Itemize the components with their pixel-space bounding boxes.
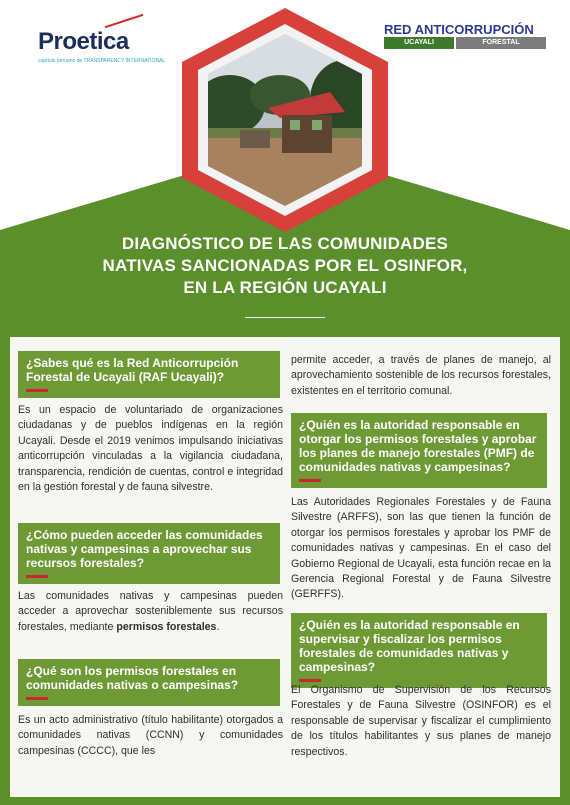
question-permisos bbox=[18, 659, 280, 706]
question-accent bbox=[26, 389, 48, 392]
question-text: ¿Quién es la autoridad responsable en supervisar y fiscalizar los permisos forestales de comunidades nativas y campesinas? bbox=[299, 618, 520, 674]
page-title bbox=[60, 233, 510, 299]
question-accent bbox=[299, 479, 321, 482]
answer-acceso bbox=[18, 589, 283, 635]
question-acceso bbox=[18, 523, 280, 584]
question-text: ¿Quién es la autoridad responsable en otorgar los permisos forestales y aprobar los planes de manejo forestales (PMF) de comunidades nativas y campesinas? bbox=[299, 418, 537, 474]
answer-text: Las comunidades nativas y campesinas pueden acceder a aprovechar sosteniblemente sus recursos forestales, mediante bbox=[18, 590, 283, 633]
proetica-brand: Proetica bbox=[38, 28, 129, 55]
answer-bold-term: permisos forestales bbox=[116, 620, 217, 633]
question-accent bbox=[299, 679, 321, 682]
answer-supervisar: El Organismo de Supervisión de los Recursos Forestales y de Fauna Silvestre (OSINFOR) es el responsable de supervisar y fiscalizar el cumplimiento de los títulos habilitantes y sus planes de manejo respectivos. bbox=[291, 684, 551, 758]
question-text: ¿Sabes qué es la Red Anticorrupción Forestal de Ucayali (RAF Ucayali)? bbox=[26, 356, 239, 384]
answer-otorgar: Las Autoridades Regionales Forestales y de Fauna Silvestre (ARFFS), son las que tienen la función de otorgar los permisos forestales y aprobar los PMF de comunidades nativas y campesinas. En el caso del Gobierno Regional de Ucayali, esta función recae en la Gerencia Regional Forestal y de Fauna Silvestre (GERFFS). bbox=[291, 496, 551, 601]
content-panel bbox=[10, 337, 560, 797]
question-accent bbox=[26, 575, 48, 578]
question-otorgar bbox=[291, 413, 547, 488]
title-divider bbox=[245, 317, 325, 318]
answer-permisos-part1: Es un acto administrativo (título habilitante) otorgados a comunidades nativas (CCNN) y comunidades campesinas (CCCC), que les bbox=[18, 714, 283, 757]
question-text: ¿Cómo pueden acceder las comunidades nativas y campesinas a aprovechar sus recursos forestales? bbox=[26, 528, 263, 570]
answer-end: . bbox=[216, 620, 220, 633]
logo-title-part1: RED ANTI bbox=[384, 22, 445, 37]
title-line-3: EN LA REGIÓN UCAYALI bbox=[183, 278, 387, 297]
logo-title-part2: CORRUPCIÓN bbox=[444, 22, 534, 37]
proetica-subtitle: capítulo peruano de TRANSPARENCY INTERNATIONAL bbox=[38, 58, 166, 64]
title-line-2: NATIVAS SANCIONADAS POR EL OSINFOR, bbox=[102, 256, 468, 275]
question-raf bbox=[18, 351, 280, 398]
question-text: ¿Qué son los permisos forestales en comunidades nativas o campesinas? bbox=[26, 664, 239, 692]
red-anticorrupcion-logo bbox=[384, 22, 546, 52]
answer-raf: Es un espacio de voluntariado de organizaciones ciudadanas y de pueblos indígenas en la región Ucayali. Desde el 2019 venimos impulsando iniciativas anticorrupción vinculadas a la vigilancia ciudadana, transparencia, rendición de cuentas, control e integridad en la gestión forestal y de fauna silvestre. bbox=[18, 404, 283, 494]
title-line-1: DIAGNÓSTICO DE LAS COMUNIDADES bbox=[121, 234, 449, 253]
question-accent bbox=[26, 697, 48, 700]
logo-bar-forestal: FORESTAL bbox=[456, 37, 546, 49]
question-supervisar bbox=[291, 613, 547, 688]
answer-permisos-part2: permite acceder, a través de planes de manejo, al aprovechamiento sostenible de los recursos forestales, existentes en el territorio comunal. bbox=[291, 354, 551, 397]
proetica-logo bbox=[38, 20, 166, 70]
logo-title bbox=[384, 22, 534, 37]
logo-bar-ucayali: UCAYALI bbox=[384, 37, 454, 49]
